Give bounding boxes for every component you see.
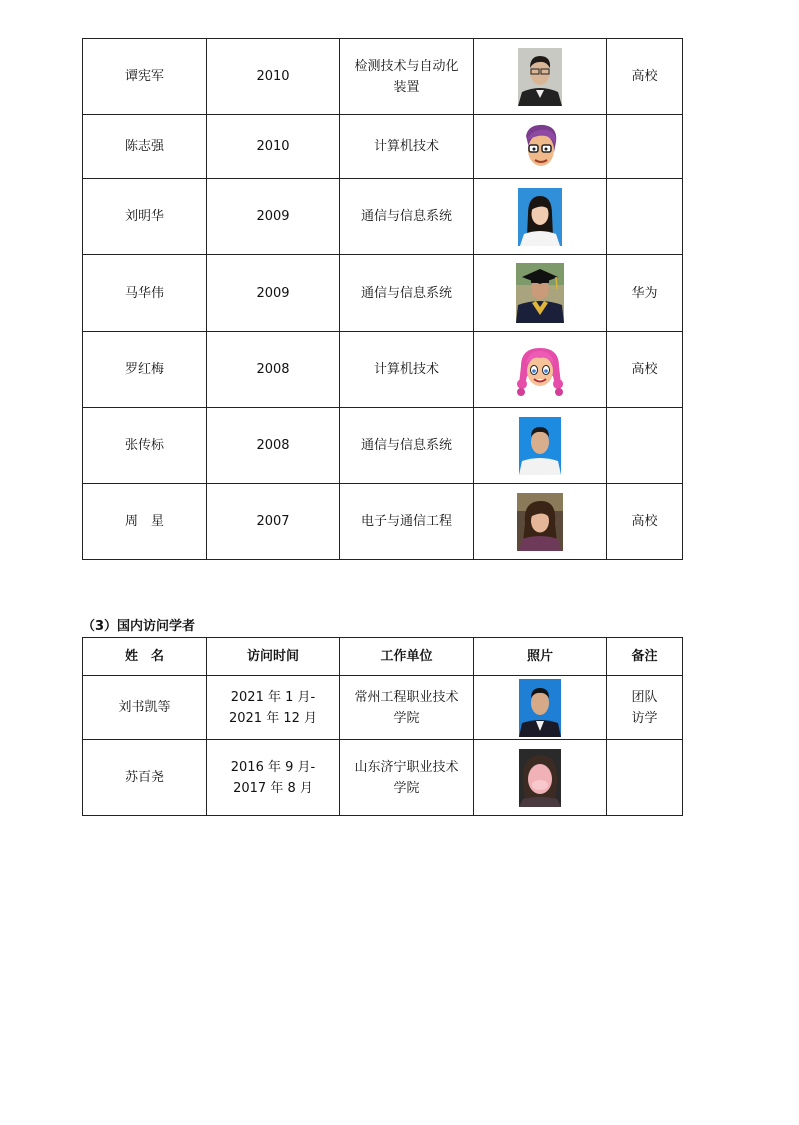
woman-photo-icon xyxy=(518,188,562,246)
scholar-visit-time xyxy=(207,676,340,740)
table-row xyxy=(83,255,683,332)
student-major: 计算机技术 xyxy=(340,332,474,408)
graduate-cap-photo-icon xyxy=(516,263,564,323)
man-photo-blue-bg-icon xyxy=(519,417,561,475)
student-name: 刘明华 xyxy=(83,179,207,255)
table-row xyxy=(83,332,683,408)
table-row xyxy=(83,115,683,179)
section-title: （3）国内访问学者 xyxy=(82,619,196,634)
student-photo xyxy=(474,179,607,255)
table-row xyxy=(83,740,683,816)
student-photo xyxy=(474,484,607,560)
student-year: 2010 xyxy=(207,39,340,115)
student-name: 周 星 xyxy=(83,484,207,560)
visiting-scholars-table xyxy=(82,637,683,816)
student-photo xyxy=(474,115,607,179)
header-visit-time: 访问时间 xyxy=(207,638,340,676)
student-name: 张传标 xyxy=(83,408,207,484)
scholar-work-unit xyxy=(340,676,474,740)
students-table xyxy=(82,38,683,560)
student-year: 2007 xyxy=(207,484,340,560)
student-note xyxy=(607,179,683,255)
work-unit-line: 山东济宁职业技术 xyxy=(354,759,459,775)
scholar-name: 苏百尧 xyxy=(83,740,207,816)
student-note: 高校 xyxy=(607,484,683,560)
scholar-visit-time xyxy=(207,740,340,816)
visit-time-end: 2021 年 12 月 xyxy=(228,710,318,726)
student-name: 罗红梅 xyxy=(83,332,207,408)
man-photo-blue-bg-icon xyxy=(519,679,561,737)
student-photo xyxy=(474,408,607,484)
work-unit-line: 学院 xyxy=(393,710,420,726)
student-note xyxy=(607,115,683,179)
student-note: 高校 xyxy=(607,39,683,115)
table-row xyxy=(83,408,683,484)
header-photo: 照片 xyxy=(474,638,607,676)
table-header-row xyxy=(83,638,683,676)
visit-time-start: 2021 年 1 月- xyxy=(230,689,316,705)
student-year: 2008 xyxy=(207,332,340,408)
scholar-work-unit xyxy=(340,740,474,816)
table-row xyxy=(83,179,683,255)
student-name: 马华伟 xyxy=(83,255,207,332)
header-note: 备注 xyxy=(607,638,683,676)
student-note xyxy=(607,408,683,484)
visit-time-end: 2017 年 8 月 xyxy=(233,780,313,796)
student-major: 通信与信息系统 xyxy=(340,408,474,484)
man-photo-glasses-icon xyxy=(518,48,562,106)
student-year: 2009 xyxy=(207,255,340,332)
woman-photo-dark-icon xyxy=(517,493,563,551)
student-major: 通信与信息系统 xyxy=(340,179,474,255)
work-unit-line: 常州工程职业技术 xyxy=(354,689,459,705)
table-row xyxy=(83,484,683,560)
student-year: 2010 xyxy=(207,115,340,179)
scholar-photo xyxy=(474,740,607,816)
student-major: 计算机技术 xyxy=(340,115,474,179)
student-name: 陈志强 xyxy=(83,115,207,179)
table-row xyxy=(83,676,683,740)
scholar-note xyxy=(607,740,683,816)
scholar-note xyxy=(607,676,683,740)
header-work-unit: 工作单位 xyxy=(340,638,474,676)
student-note: 高校 xyxy=(607,332,683,408)
student-note: 华为 xyxy=(607,255,683,332)
blurry-face-photo-icon xyxy=(519,749,561,807)
scholar-photo xyxy=(474,676,607,740)
note-line: 团队 xyxy=(631,689,658,705)
student-major: 通信与信息系统 xyxy=(340,255,474,332)
student-photo xyxy=(474,39,607,115)
student-year: 2009 xyxy=(207,179,340,255)
cartoon-girl-pink-icon xyxy=(515,344,565,396)
student-photo xyxy=(474,255,607,332)
table-row xyxy=(83,39,683,115)
scholar-name: 刘书凯等 xyxy=(83,676,207,740)
cartoon-man-glasses-icon xyxy=(518,122,562,172)
student-year: 2008 xyxy=(207,408,340,484)
note-line: 访学 xyxy=(631,710,658,726)
student-photo xyxy=(474,332,607,408)
header-name: 姓 名 xyxy=(83,638,207,676)
student-major: 电子与通信工程 xyxy=(340,484,474,560)
work-unit-line: 学院 xyxy=(393,780,420,796)
student-major: 检测技术与自动化装置 xyxy=(340,39,474,115)
visit-time-start: 2016 年 9 月- xyxy=(230,759,316,775)
student-name: 谭宪军 xyxy=(83,39,207,115)
